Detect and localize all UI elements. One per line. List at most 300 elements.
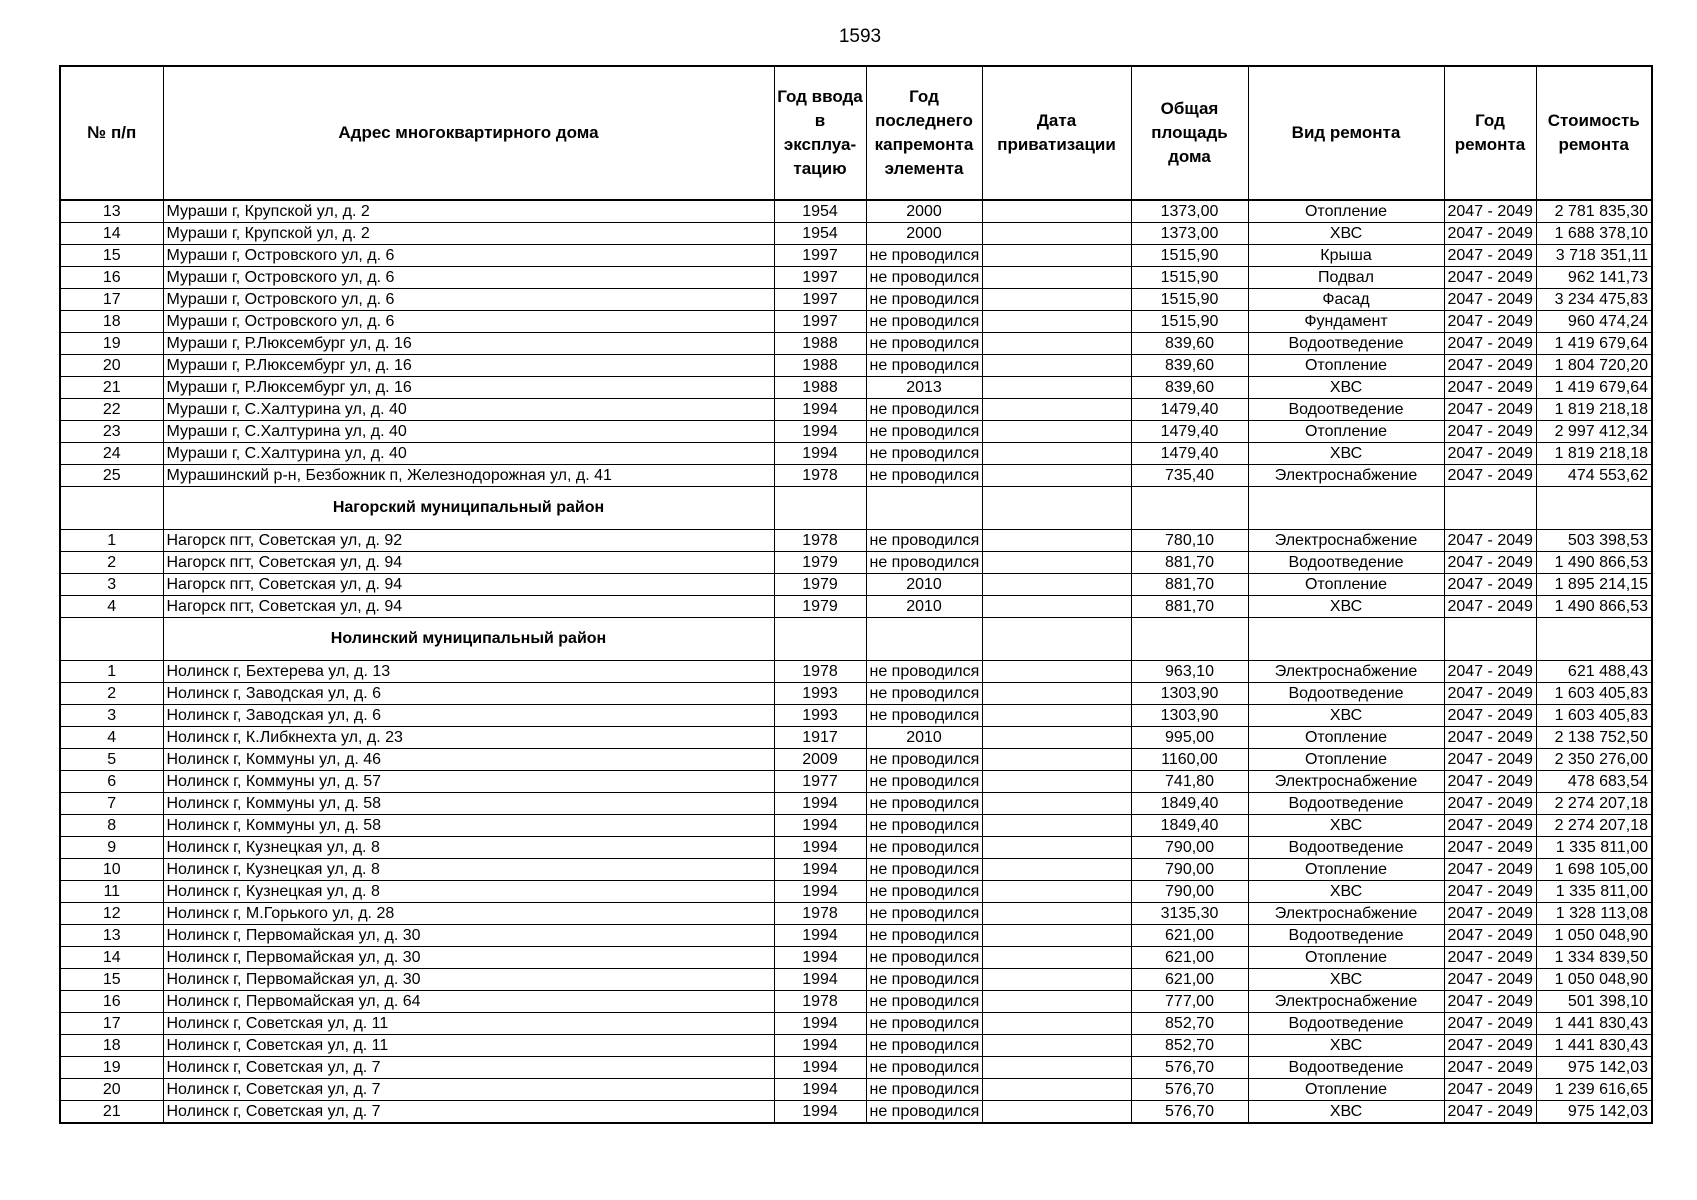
cell-address: Мураши г, Островского ул, д. 6 bbox=[163, 245, 774, 267]
cell-address: Нагорск пгт, Советская ул, д. 92 bbox=[163, 530, 774, 552]
cell-repair-year: 2047 - 2049 bbox=[1444, 200, 1536, 223]
cell-last-repair: не проводился bbox=[866, 311, 982, 333]
cell-privatization bbox=[982, 289, 1131, 311]
cell-last-repair: 2000 bbox=[866, 200, 982, 223]
header-area: Общая площадь дома bbox=[1131, 66, 1248, 200]
cell-address: Нолинск г, Советская ул, д. 7 bbox=[163, 1057, 774, 1079]
cell-last-repair: не проводился bbox=[866, 245, 982, 267]
cell-repair-type: ХВС bbox=[1248, 1101, 1444, 1124]
cell-address: Мураши г, Р.Люксембург ул, д. 16 bbox=[163, 333, 774, 355]
cell-area: 780,10 bbox=[1131, 530, 1248, 552]
cell-privatization bbox=[982, 311, 1131, 333]
cell-num: 9 bbox=[60, 837, 163, 859]
section-header-row bbox=[60, 487, 1652, 530]
cell-area bbox=[1131, 618, 1248, 661]
cell-repair-year: 2047 - 2049 bbox=[1444, 793, 1536, 815]
cell-area: 1515,90 bbox=[1131, 267, 1248, 289]
cell-repair-type: Фасад bbox=[1248, 289, 1444, 311]
cell-repair-year: 2047 - 2049 bbox=[1444, 289, 1536, 311]
table-row bbox=[60, 289, 1652, 311]
cell-repair-type: ХВС bbox=[1248, 443, 1444, 465]
cell-year: 1988 bbox=[774, 333, 866, 355]
cell-repair-year: 2047 - 2049 bbox=[1444, 771, 1536, 793]
cell-address: Нолинск г, Советская ул, д. 7 bbox=[163, 1101, 774, 1124]
cell-cost: 1 490 866,53 bbox=[1536, 552, 1652, 574]
cell-repair-type: ХВС bbox=[1248, 815, 1444, 837]
cell-area: 852,70 bbox=[1131, 1035, 1248, 1057]
cell-privatization bbox=[982, 487, 1131, 530]
cell-area: 1515,90 bbox=[1131, 245, 1248, 267]
cell-area: 1373,00 bbox=[1131, 200, 1248, 223]
cell-year: 1997 bbox=[774, 289, 866, 311]
cell-repair-year bbox=[1444, 487, 1536, 530]
cell-area: 1849,40 bbox=[1131, 793, 1248, 815]
cell-repair-type: Электроснабжение bbox=[1248, 465, 1444, 487]
cell-address: Нолинск г, Первомайская ул, д. 64 bbox=[163, 991, 774, 1013]
cell-last-repair: не проводился bbox=[866, 925, 982, 947]
cell-area: 1303,90 bbox=[1131, 705, 1248, 727]
cell-last-repair: не проводился bbox=[866, 1035, 982, 1057]
cell-num: 3 bbox=[60, 705, 163, 727]
cell-last-repair: не проводился bbox=[866, 399, 982, 421]
cell-area: 790,00 bbox=[1131, 859, 1248, 881]
cell-repair-year: 2047 - 2049 bbox=[1444, 925, 1536, 947]
cell-repair-year: 2047 - 2049 bbox=[1444, 267, 1536, 289]
cell-cost: 1 335 811,00 bbox=[1536, 881, 1652, 903]
cell-num: 15 bbox=[60, 245, 163, 267]
cell-repair-year: 2047 - 2049 bbox=[1444, 1057, 1536, 1079]
table-row bbox=[60, 1057, 1652, 1079]
cell-cost: 1 239 616,65 bbox=[1536, 1079, 1652, 1101]
table-row bbox=[60, 377, 1652, 399]
cell-area: 839,60 bbox=[1131, 377, 1248, 399]
cell-repair-year: 2047 - 2049 bbox=[1444, 969, 1536, 991]
table-row bbox=[60, 421, 1652, 443]
table-row bbox=[60, 969, 1652, 991]
cell-repair-year: 2047 - 2049 bbox=[1444, 530, 1536, 552]
cell-year: 1979 bbox=[774, 574, 866, 596]
cell-area: 881,70 bbox=[1131, 552, 1248, 574]
cell-area: 1849,40 bbox=[1131, 815, 1248, 837]
cell-address: Мураши г, Крупской ул, д. 2 bbox=[163, 223, 774, 245]
cell-address: Нолинск г, Советская ул, д. 7 bbox=[163, 1079, 774, 1101]
cell-year: 1954 bbox=[774, 200, 866, 223]
cell-repair-type: Отопление bbox=[1248, 1079, 1444, 1101]
cell-num: 1 bbox=[60, 661, 163, 683]
cell-year: 1994 bbox=[774, 1013, 866, 1035]
cell-area: 735,40 bbox=[1131, 465, 1248, 487]
cell-repair-year: 2047 - 2049 bbox=[1444, 421, 1536, 443]
cell-year: 1978 bbox=[774, 661, 866, 683]
cell-privatization bbox=[982, 530, 1131, 552]
cell-year: 1917 bbox=[774, 727, 866, 749]
cell-repair-type: Крыша bbox=[1248, 245, 1444, 267]
table-row bbox=[60, 333, 1652, 355]
cell-cost: 1 698 105,00 bbox=[1536, 859, 1652, 881]
cell-address: Нолинск г, Бехтерева ул, д. 13 bbox=[163, 661, 774, 683]
cell-cost: 1 419 679,64 bbox=[1536, 377, 1652, 399]
page-number: 1593 bbox=[838, 26, 882, 47]
cell-repair-type: ХВС bbox=[1248, 705, 1444, 727]
cell-privatization bbox=[982, 267, 1131, 289]
cell-last-repair: 2010 bbox=[866, 727, 982, 749]
cell-repair-type: ХВС bbox=[1248, 596, 1444, 618]
cell-repair-type: Отопление bbox=[1248, 355, 1444, 377]
cell-last-repair: не проводился bbox=[866, 289, 982, 311]
cell-num: 24 bbox=[60, 443, 163, 465]
cell-num: 1 bbox=[60, 530, 163, 552]
cell-privatization bbox=[982, 947, 1131, 969]
cell-cost: 1 441 830,43 bbox=[1536, 1013, 1652, 1035]
cell-address: Мураши г, Островского ул, д. 6 bbox=[163, 289, 774, 311]
cell-repair-year: 2047 - 2049 bbox=[1444, 1013, 1536, 1035]
table-row bbox=[60, 815, 1652, 837]
cell-num: 7 bbox=[60, 793, 163, 815]
cell-cost: 1 334 839,50 bbox=[1536, 947, 1652, 969]
cell-repair-type: ХВС bbox=[1248, 1035, 1444, 1057]
cell-num: 13 bbox=[60, 200, 163, 223]
cell-repair-type: ХВС bbox=[1248, 223, 1444, 245]
table-row bbox=[60, 596, 1652, 618]
cell-privatization bbox=[982, 355, 1131, 377]
cell-last-repair: не проводился bbox=[866, 969, 982, 991]
table-row bbox=[60, 443, 1652, 465]
cell-cost: 3 234 475,83 bbox=[1536, 289, 1652, 311]
cell-privatization bbox=[982, 837, 1131, 859]
cell-repair-type: Водоотведение bbox=[1248, 837, 1444, 859]
cell-last-repair: 2010 bbox=[866, 596, 982, 618]
cell-address: Мураши г, Островского ул, д. 6 bbox=[163, 267, 774, 289]
cell-cost: 1 050 048,90 bbox=[1536, 969, 1652, 991]
cell-repair-year: 2047 - 2049 bbox=[1444, 683, 1536, 705]
table-row bbox=[60, 267, 1652, 289]
cell-privatization bbox=[982, 903, 1131, 925]
cell-area: 576,70 bbox=[1131, 1101, 1248, 1124]
header-repair-type: Вид ремонта bbox=[1248, 66, 1444, 200]
table-row bbox=[60, 705, 1652, 727]
cell-repair-type: Водоотведение bbox=[1248, 683, 1444, 705]
cell-repair-year: 2047 - 2049 bbox=[1444, 881, 1536, 903]
cell-address: Мураши г, Островского ул, д. 6 bbox=[163, 311, 774, 333]
cell-last-repair: не проводился bbox=[866, 705, 982, 727]
cell-last-repair: не проводился bbox=[866, 793, 982, 815]
cell-cost: 503 398,53 bbox=[1536, 530, 1652, 552]
cell-area: 790,00 bbox=[1131, 837, 1248, 859]
cell-repair-year: 2047 - 2049 bbox=[1444, 596, 1536, 618]
cell-address: Нолинск г, Кузнецкая ул, д. 8 bbox=[163, 837, 774, 859]
cell-repair-year: 2047 - 2049 bbox=[1444, 574, 1536, 596]
cell-repair-type: Электроснабжение bbox=[1248, 661, 1444, 683]
cell-year: 1979 bbox=[774, 552, 866, 574]
table-row bbox=[60, 399, 1652, 421]
cell-area: 3135,30 bbox=[1131, 903, 1248, 925]
cell-cost: 1 603 405,83 bbox=[1536, 705, 1652, 727]
cell-num: 25 bbox=[60, 465, 163, 487]
table-row bbox=[60, 903, 1652, 925]
header-cost: Стоимость ремонта bbox=[1536, 66, 1652, 200]
cell-year: 1988 bbox=[774, 355, 866, 377]
table-row bbox=[60, 661, 1652, 683]
cell-privatization bbox=[982, 1101, 1131, 1124]
cell-cost: 962 141,73 bbox=[1536, 267, 1652, 289]
cell-address: Нолинск г, Коммуны ул, д. 46 bbox=[163, 749, 774, 771]
header-address: Адрес многоквартирного дома bbox=[163, 66, 774, 200]
cell-privatization bbox=[982, 859, 1131, 881]
cell-area bbox=[1131, 487, 1248, 530]
cell-privatization bbox=[982, 552, 1131, 574]
cell-address: Нолинск г, Заводская ул, д. 6 bbox=[163, 683, 774, 705]
cell-privatization bbox=[982, 749, 1131, 771]
cell-last-repair: не проводился bbox=[866, 815, 982, 837]
cell-cost: 1 819 218,18 bbox=[1536, 399, 1652, 421]
cell-area: 852,70 bbox=[1131, 1013, 1248, 1035]
table-row bbox=[60, 465, 1652, 487]
cell-cost: 960 474,24 bbox=[1536, 311, 1652, 333]
cell-year: 1994 bbox=[774, 1101, 866, 1124]
cell-area: 1373,00 bbox=[1131, 223, 1248, 245]
cell-num: 21 bbox=[60, 377, 163, 399]
cell-cost: 474 553,62 bbox=[1536, 465, 1652, 487]
table-row bbox=[60, 947, 1652, 969]
cell-cost: 2 997 412,34 bbox=[1536, 421, 1652, 443]
cell-cost: 1 441 830,43 bbox=[1536, 1035, 1652, 1057]
cell-area: 790,00 bbox=[1131, 881, 1248, 903]
cell-repair-type: Электроснабжение bbox=[1248, 530, 1444, 552]
cell-cost: 1 804 720,20 bbox=[1536, 355, 1652, 377]
cell-privatization bbox=[982, 991, 1131, 1013]
cell-year: 1994 bbox=[774, 443, 866, 465]
cell-num: 20 bbox=[60, 1079, 163, 1101]
cell-num: 11 bbox=[60, 881, 163, 903]
cell-repair-type: Водоотведение bbox=[1248, 399, 1444, 421]
cell-num: 6 bbox=[60, 771, 163, 793]
cell-repair-type: Водоотведение bbox=[1248, 1013, 1444, 1035]
cell-cost: 2 350 276,00 bbox=[1536, 749, 1652, 771]
cell-repair-year: 2047 - 2049 bbox=[1444, 377, 1536, 399]
cell-last-repair: не проводился bbox=[866, 443, 982, 465]
cell-privatization bbox=[982, 333, 1131, 355]
cell-address: Нолинск г, Коммуны ул, д. 57 bbox=[163, 771, 774, 793]
cell-cost: 2 274 207,18 bbox=[1536, 815, 1652, 837]
cell-address: Нолинск г, Первомайская ул, д. 30 bbox=[163, 969, 774, 991]
cell-address: Нолинск г, Советская ул, д. 11 bbox=[163, 1035, 774, 1057]
cell-repair-year: 2047 - 2049 bbox=[1444, 1035, 1536, 1057]
cell-repair-year: 2047 - 2049 bbox=[1444, 1101, 1536, 1124]
cell-last-repair: не проводился bbox=[866, 991, 982, 1013]
cell-repair-year bbox=[1444, 618, 1536, 661]
cell-address: Нолинск г, Коммуны ул, д. 58 bbox=[163, 793, 774, 815]
table-row bbox=[60, 837, 1652, 859]
cell-num: 23 bbox=[60, 421, 163, 443]
cell-address: Мураши г, С.Халтурина ул, д. 40 bbox=[163, 421, 774, 443]
cell-year bbox=[774, 487, 866, 530]
cell-num: 22 bbox=[60, 399, 163, 421]
cell-area: 1515,90 bbox=[1131, 289, 1248, 311]
cell-repair-year: 2047 - 2049 bbox=[1444, 991, 1536, 1013]
cell-repair-type: Водоотведение bbox=[1248, 1057, 1444, 1079]
cell-year: 1988 bbox=[774, 377, 866, 399]
cell-cost: 1 895 214,15 bbox=[1536, 574, 1652, 596]
table-row bbox=[60, 1035, 1652, 1057]
cell-privatization bbox=[982, 443, 1131, 465]
cell-num: 18 bbox=[60, 311, 163, 333]
repair-register-table bbox=[59, 65, 1653, 1124]
cell-num: 17 bbox=[60, 289, 163, 311]
cell-address: Мураши г, Р.Люксембург ул, д. 16 bbox=[163, 355, 774, 377]
cell-privatization bbox=[982, 245, 1131, 267]
cell-last-repair: не проводился bbox=[866, 1079, 982, 1101]
cell-privatization bbox=[982, 881, 1131, 903]
cell-address: Мураши г, С.Халтурина ул, д. 40 bbox=[163, 399, 774, 421]
cell-privatization bbox=[982, 925, 1131, 947]
table-row bbox=[60, 683, 1652, 705]
cell-num: 5 bbox=[60, 749, 163, 771]
cell-repair-type: Отопление bbox=[1248, 421, 1444, 443]
cell-privatization bbox=[982, 223, 1131, 245]
cell-address: Нолинск г, М.Горького ул, д. 28 bbox=[163, 903, 774, 925]
cell-last-repair: не проводился bbox=[866, 749, 982, 771]
cell-privatization bbox=[982, 377, 1131, 399]
cell-year: 2009 bbox=[774, 749, 866, 771]
cell-repair-type: Водоотведение bbox=[1248, 333, 1444, 355]
cell-address: Нагорск пгт, Советская ул, д. 94 bbox=[163, 574, 774, 596]
cell-num: 17 bbox=[60, 1013, 163, 1035]
cell-year: 1994 bbox=[774, 1057, 866, 1079]
header-last-repair: Год последнего капремонта элемента bbox=[866, 66, 982, 200]
cell-year: 1994 bbox=[774, 399, 866, 421]
cell-area: 839,60 bbox=[1131, 333, 1248, 355]
cell-year bbox=[774, 618, 866, 661]
table-row bbox=[60, 200, 1652, 223]
cell-num: 4 bbox=[60, 727, 163, 749]
table-row bbox=[60, 245, 1652, 267]
cell-last-repair: не проводился bbox=[866, 530, 982, 552]
cell-year: 1978 bbox=[774, 465, 866, 487]
table-row bbox=[60, 552, 1652, 574]
cell-repair-year: 2047 - 2049 bbox=[1444, 399, 1536, 421]
cell-last-repair bbox=[866, 487, 982, 530]
cell-cost: 2 781 835,30 bbox=[1536, 200, 1652, 223]
cell-address: Нолинск г, Первомайская ул, д. 30 bbox=[163, 947, 774, 969]
cell-num: 8 bbox=[60, 815, 163, 837]
cell-num: 12 bbox=[60, 903, 163, 925]
cell-last-repair bbox=[866, 618, 982, 661]
cell-area: 576,70 bbox=[1131, 1079, 1248, 1101]
cell-privatization bbox=[982, 421, 1131, 443]
cell-cost: 1 819 218,18 bbox=[1536, 443, 1652, 465]
cell-cost: 621 488,43 bbox=[1536, 661, 1652, 683]
cell-year: 1994 bbox=[774, 421, 866, 443]
cell-repair-type: Водоотведение bbox=[1248, 793, 1444, 815]
cell-num: 19 bbox=[60, 1057, 163, 1079]
table-row bbox=[60, 991, 1652, 1013]
cell-area: 995,00 bbox=[1131, 727, 1248, 749]
table-row bbox=[60, 727, 1652, 749]
cell-privatization bbox=[982, 596, 1131, 618]
cell-cost bbox=[1536, 618, 1652, 661]
table-row bbox=[60, 311, 1652, 333]
cell-privatization bbox=[982, 705, 1131, 727]
cell-repair-year: 2047 - 2049 bbox=[1444, 705, 1536, 727]
header-row bbox=[60, 66, 1652, 200]
cell-last-repair: не проводился bbox=[866, 267, 982, 289]
cell-privatization bbox=[982, 200, 1131, 223]
header-num: № п/п bbox=[60, 66, 163, 200]
cell-year: 1994 bbox=[774, 947, 866, 969]
cell-repair-type bbox=[1248, 618, 1444, 661]
table-row bbox=[60, 925, 1652, 947]
cell-num: 13 bbox=[60, 925, 163, 947]
header-privatization: Дата приватизации bbox=[982, 66, 1131, 200]
cell-area: 621,00 bbox=[1131, 925, 1248, 947]
cell-repair-type: ХВС bbox=[1248, 881, 1444, 903]
cell-num: 21 bbox=[60, 1101, 163, 1124]
cell-last-repair: не проводился bbox=[866, 333, 982, 355]
cell-address: Мураши г, Крупской ул, д. 2 bbox=[163, 200, 774, 223]
cell-last-repair: не проводился bbox=[866, 837, 982, 859]
cell-repair-year: 2047 - 2049 bbox=[1444, 245, 1536, 267]
cell-repair-type: Фундамент bbox=[1248, 311, 1444, 333]
cell-year: 1954 bbox=[774, 223, 866, 245]
cell-num: 16 bbox=[60, 267, 163, 289]
table-row bbox=[60, 749, 1652, 771]
cell-num: 4 bbox=[60, 596, 163, 618]
cell-repair-type: Электроснабжение bbox=[1248, 991, 1444, 1013]
cell-repair-year: 2047 - 2049 bbox=[1444, 465, 1536, 487]
cell-address: Нолинск г, Кузнецкая ул, д. 8 bbox=[163, 859, 774, 881]
table-row bbox=[60, 530, 1652, 552]
cell-area: 1303,90 bbox=[1131, 683, 1248, 705]
cell-last-repair: не проводился bbox=[866, 771, 982, 793]
cell-area: 1515,90 bbox=[1131, 311, 1248, 333]
cell-year: 1994 bbox=[774, 969, 866, 991]
cell-year: 1994 bbox=[774, 859, 866, 881]
cell-last-repair: не проводился bbox=[866, 421, 982, 443]
cell-privatization bbox=[982, 771, 1131, 793]
table-body bbox=[60, 200, 1652, 1123]
table-row bbox=[60, 859, 1652, 881]
cell-repair-type: Отопление bbox=[1248, 727, 1444, 749]
cell-num: 2 bbox=[60, 683, 163, 705]
cell-privatization bbox=[982, 1013, 1131, 1035]
cell-repair-year: 2047 - 2049 bbox=[1444, 661, 1536, 683]
cell-privatization bbox=[982, 399, 1131, 421]
cell-year: 1994 bbox=[774, 925, 866, 947]
cell-cost: 1 419 679,64 bbox=[1536, 333, 1652, 355]
cell-repair-type: Отопление bbox=[1248, 859, 1444, 881]
cell-num: 16 bbox=[60, 991, 163, 1013]
cell-address: Нолинск г, Первомайская ул, д. 30 bbox=[163, 925, 774, 947]
table-row bbox=[60, 355, 1652, 377]
cell-cost: 2 138 752,50 bbox=[1536, 727, 1652, 749]
cell-repair-type: Отопление bbox=[1248, 749, 1444, 771]
cell-privatization bbox=[982, 1079, 1131, 1101]
cell-repair-year: 2047 - 2049 bbox=[1444, 749, 1536, 771]
table-row bbox=[60, 574, 1652, 596]
cell-cost: 478 683,54 bbox=[1536, 771, 1652, 793]
section-title: Нагорский муниципальный район bbox=[163, 487, 774, 530]
cell-last-repair: не проводился bbox=[866, 1013, 982, 1035]
cell-area: 576,70 bbox=[1131, 1057, 1248, 1079]
cell-area: 1160,00 bbox=[1131, 749, 1248, 771]
cell-cost: 3 718 351,11 bbox=[1536, 245, 1652, 267]
cell-year: 1977 bbox=[774, 771, 866, 793]
table-row bbox=[60, 223, 1652, 245]
cell-area: 1479,40 bbox=[1131, 421, 1248, 443]
cell-last-repair: не проводился bbox=[866, 355, 982, 377]
cell-area: 621,00 bbox=[1131, 947, 1248, 969]
cell-repair-year: 2047 - 2049 bbox=[1444, 1079, 1536, 1101]
